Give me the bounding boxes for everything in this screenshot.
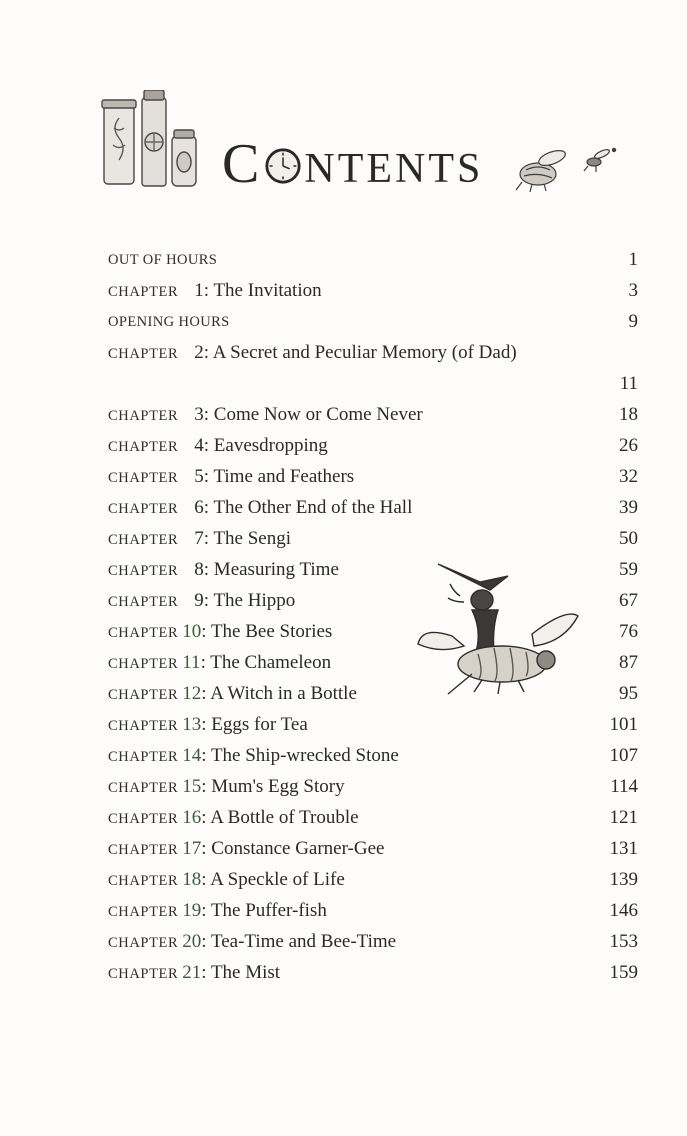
chapter-separator: : — [200, 652, 211, 673]
chapter-title: Measuring Time — [213, 559, 339, 580]
chapter-label: CHAPTER — [108, 408, 179, 424]
chapter-number: 6 — [194, 497, 204, 518]
toc-chapter-row — [108, 926, 638, 957]
chapter-title: The Other End of the Hall — [213, 497, 413, 518]
chapter-label: CHAPTER — [108, 563, 179, 579]
chapter-separator: : — [203, 528, 214, 549]
chapter-number: 11 — [182, 652, 201, 673]
toc-chapter-row — [108, 709, 638, 740]
chapter-separator: : — [203, 466, 214, 487]
chapter-number: 18 — [182, 869, 202, 890]
toc-chapter-row — [108, 833, 638, 864]
page-number: 76 — [619, 621, 638, 642]
page-number: 39 — [619, 497, 638, 518]
chapter-separator: : — [203, 342, 213, 363]
page-number: 121 — [609, 807, 638, 828]
chapter-number: 15 — [182, 776, 202, 797]
page-number: 139 — [609, 869, 638, 890]
page-number: 3 — [628, 280, 638, 301]
page-number: 1 — [628, 249, 638, 270]
chapter-title: The Mist — [210, 962, 281, 983]
chapter-title: A Bottle of Trouble — [210, 807, 359, 828]
chapter-label: CHAPTER — [108, 625, 179, 641]
chapter-separator: : — [201, 621, 211, 642]
chapter-title: The Sengi — [213, 528, 292, 549]
chapter-label: CHAPTER — [108, 749, 179, 765]
chapter-number: 8 — [194, 559, 204, 580]
chapter-separator: : — [201, 900, 211, 921]
witch-riding-bee-icon — [412, 556, 582, 696]
chapter-title: The Chameleon — [210, 652, 332, 673]
chapter-separator: : — [201, 683, 211, 704]
chapter-label: CHAPTER — [108, 904, 179, 920]
chapter-title: A Secret and Peculiar Memory (of Dad) — [212, 342, 517, 363]
chapter-number: 21 — [182, 962, 202, 983]
chapter-number: 12 — [182, 683, 202, 704]
chapter-label: CHAPTER — [108, 842, 179, 858]
chapter-number: 4 — [194, 435, 204, 456]
toc-chapter-row — [108, 802, 638, 833]
toc-chapter-row — [108, 337, 638, 399]
page-number: 131 — [609, 838, 638, 859]
chapter-separator: : — [201, 745, 211, 766]
chapter-separator: : — [203, 280, 214, 301]
chapter-label: CHAPTER — [108, 594, 179, 610]
chapter-title: The Hippo — [213, 590, 296, 611]
chapter-label: CHAPTER — [108, 346, 179, 362]
chapter-number: 19 — [182, 900, 202, 921]
toc-chapter-row — [108, 275, 638, 306]
chapter-separator: : — [201, 869, 211, 890]
chapter-label: CHAPTER — [108, 501, 179, 517]
chapter-title: Eavesdropping — [213, 435, 328, 456]
page-number: 9 — [628, 311, 638, 332]
chapter-number: 5 — [194, 466, 204, 487]
chapter-title: A Witch in a Bottle — [210, 683, 357, 704]
bees-icon — [510, 142, 620, 192]
page-number: 107 — [609, 745, 638, 766]
chapter-number: 9 — [194, 590, 204, 611]
chapter-separator: : — [201, 807, 211, 828]
chapter-title: The Puffer-fish — [210, 900, 327, 921]
toc-chapter-row — [108, 399, 638, 430]
chapter-separator: : — [203, 559, 214, 580]
chapter-title: The Ship-wrecked Stone — [210, 745, 399, 766]
chapter-label: CHAPTER — [108, 935, 179, 951]
toc-chapter-row — [108, 430, 638, 461]
chapter-separator: : — [201, 776, 212, 797]
chapter-title: A Speckle of Life — [210, 869, 345, 890]
page-number: 26 — [619, 435, 638, 456]
chapter-label: CHAPTER — [108, 873, 179, 889]
chapter-title: Mum's Egg Story — [211, 776, 345, 797]
page-number: 114 — [610, 776, 638, 797]
chapter-number: 7 — [194, 528, 204, 549]
chapter-separator: : — [203, 404, 214, 425]
section-title: OUT OF HOURS — [108, 252, 218, 268]
chapter-label: CHAPTER — [108, 532, 179, 548]
chapter-label: CHAPTER — [108, 439, 179, 455]
chapter-title: Tea-Time and Bee-Time — [210, 931, 397, 952]
page-number: 11 — [619, 373, 638, 394]
chapter-separator: : — [203, 497, 214, 518]
chapter-label: CHAPTER — [108, 780, 179, 796]
chapter-separator: : — [201, 931, 211, 952]
chapter-number: 10 — [182, 621, 202, 642]
page-number: 95 — [619, 683, 638, 704]
page-number: 101 — [609, 714, 638, 735]
chapter-title: The Bee Stories — [210, 621, 333, 642]
chapter-label: CHAPTER — [108, 687, 179, 703]
toc-chapter-row — [108, 864, 638, 895]
page-number: 87 — [619, 652, 638, 673]
toc-chapter-row — [108, 957, 638, 988]
chapter-number: 20 — [182, 931, 202, 952]
chapter-title: Come Now or Come Never — [213, 404, 423, 425]
chapter-separator: : — [201, 714, 212, 735]
page-number: 59 — [619, 559, 638, 580]
chapter-label: CHAPTER — [108, 718, 179, 734]
chapter-number: 13 — [182, 714, 202, 735]
chapter-number: 14 — [182, 745, 202, 766]
chapter-label: CHAPTER — [108, 470, 179, 486]
chapter-number: 16 — [182, 807, 202, 828]
toc-chapter-row — [108, 492, 638, 523]
chapter-title: The Invitation — [213, 280, 322, 301]
page-number: 32 — [619, 466, 638, 487]
chapter-number: 1 — [194, 280, 204, 301]
toc-chapter-row — [108, 523, 638, 554]
chapter-separator: : — [201, 838, 212, 859]
page-number: 67 — [619, 590, 638, 611]
toc-chapter-row — [108, 740, 638, 771]
page-number: 159 — [609, 962, 638, 983]
toc-chapter-row — [108, 771, 638, 802]
contents-header — [100, 90, 640, 200]
page-number: 18 — [619, 404, 638, 425]
chapter-number: 3 — [194, 404, 204, 425]
toc-section-row — [108, 244, 638, 275]
specimen-jars-icon — [100, 90, 202, 190]
section-title: OPENING HOURS — [108, 314, 230, 330]
toc-chapter-row — [108, 461, 638, 492]
chapter-title: Constance Garner-Gee — [211, 838, 385, 859]
chapter-number: 2 — [194, 342, 204, 363]
chapter-separator: : — [201, 962, 211, 983]
chapter-number: 17 — [182, 838, 202, 859]
chapter-title: Time and Feathers — [213, 466, 355, 487]
chapter-title: Eggs for Tea — [211, 714, 308, 735]
chapter-label: CHAPTER — [108, 811, 179, 827]
chapter-label: CHAPTER — [108, 966, 179, 982]
page-number: 146 — [609, 900, 638, 921]
chapter-separator: : — [203, 435, 214, 456]
page-title: C NTENTS — [222, 133, 484, 195]
chapter-label: CHAPTER — [108, 656, 179, 672]
page-number: 153 — [609, 931, 638, 952]
chapter-separator: : — [203, 590, 214, 611]
toc-section-row — [108, 306, 638, 337]
chapter-label: CHAPTER — [108, 284, 179, 300]
toc-chapter-row — [108, 895, 638, 926]
clock-icon — [264, 147, 302, 185]
page-number: 50 — [619, 528, 638, 549]
